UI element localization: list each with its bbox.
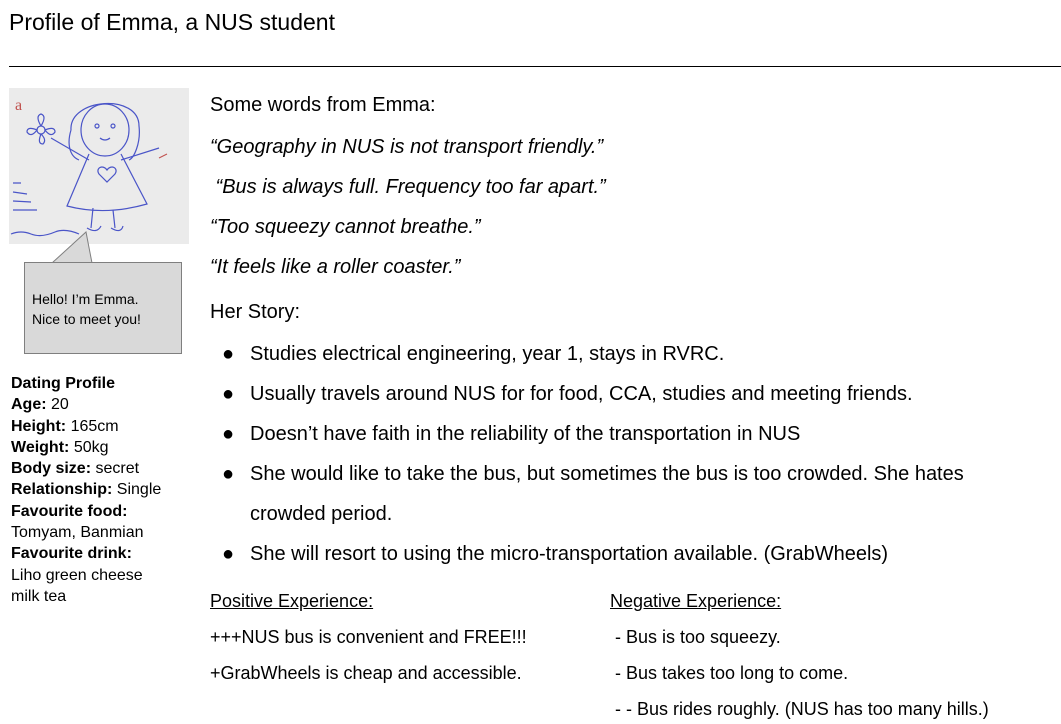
speech-bubble-tail	[46, 230, 106, 266]
quote: “Too squeezy cannot breathe.”	[210, 216, 481, 238]
weight-row: Weight: 50kg	[11, 438, 109, 456]
relationship-row: Relationship: Single	[11, 481, 162, 499]
positive-item: +++NUS bus is convenient and FREE!!!	[210, 627, 527, 647]
positive-experience-heading: Positive Experience:	[210, 591, 374, 611]
story-heading: Her Story:	[210, 301, 301, 323]
greeting-line-2: Nice to meet you!	[32, 311, 141, 327]
favourite-drink-value-1: Liho green cheese	[11, 566, 143, 584]
favourite-food-value: Tomyam, Banmian	[11, 524, 144, 542]
bullet-dot-icon: ●	[222, 463, 235, 485]
page-title: Profile of Emma, a NUS student	[9, 9, 335, 35]
negative-item: - Bus takes too long to come.	[610, 663, 849, 683]
bullet-dot-icon: ●	[222, 423, 235, 445]
greeting-line-1: Hello! I’m Emma.	[32, 291, 139, 307]
quote: “Bus is always full. Frequency too far apart.”	[210, 176, 606, 198]
quote: “Geography in NUS is not transport friendly.”	[210, 136, 604, 158]
svg-text:a: a	[15, 97, 23, 114]
age-row: Age: 20	[11, 396, 69, 414]
dating-profile	[11, 373, 196, 607]
negative-item: - - Bus rides roughly. (NUS has too many hills.)	[610, 699, 989, 719]
words-heading: Some words from Emma:	[210, 94, 436, 116]
negative-experience-heading: Negative Experience:	[610, 591, 782, 611]
favourite-food-label: Favourite food:	[11, 502, 128, 520]
bullet-dot-icon: ●	[222, 383, 235, 405]
bullet-dot-icon: ●	[222, 543, 235, 565]
speech-bubble-text	[32, 289, 141, 329]
emma-drawing-icon	[9, 88, 189, 244]
body-size-row: Body size: secret	[11, 460, 140, 478]
height-row: Height: 165cm	[11, 417, 119, 435]
positive-item: +GrabWheels is cheap and accessible.	[210, 663, 522, 683]
emma-sketch-image	[9, 88, 189, 244]
favourite-drink-label: Favourite drink:	[11, 545, 132, 563]
negative-item: - Bus is too squeezy.	[610, 627, 781, 647]
dating-profile-heading: Dating Profile	[11, 375, 116, 392]
favourite-drink-value-2: milk tea	[11, 587, 67, 605]
quote: “It feels like a roller coaster.”	[210, 256, 461, 278]
bullet-dot-icon: ●	[222, 343, 235, 365]
title-divider	[9, 66, 1061, 67]
